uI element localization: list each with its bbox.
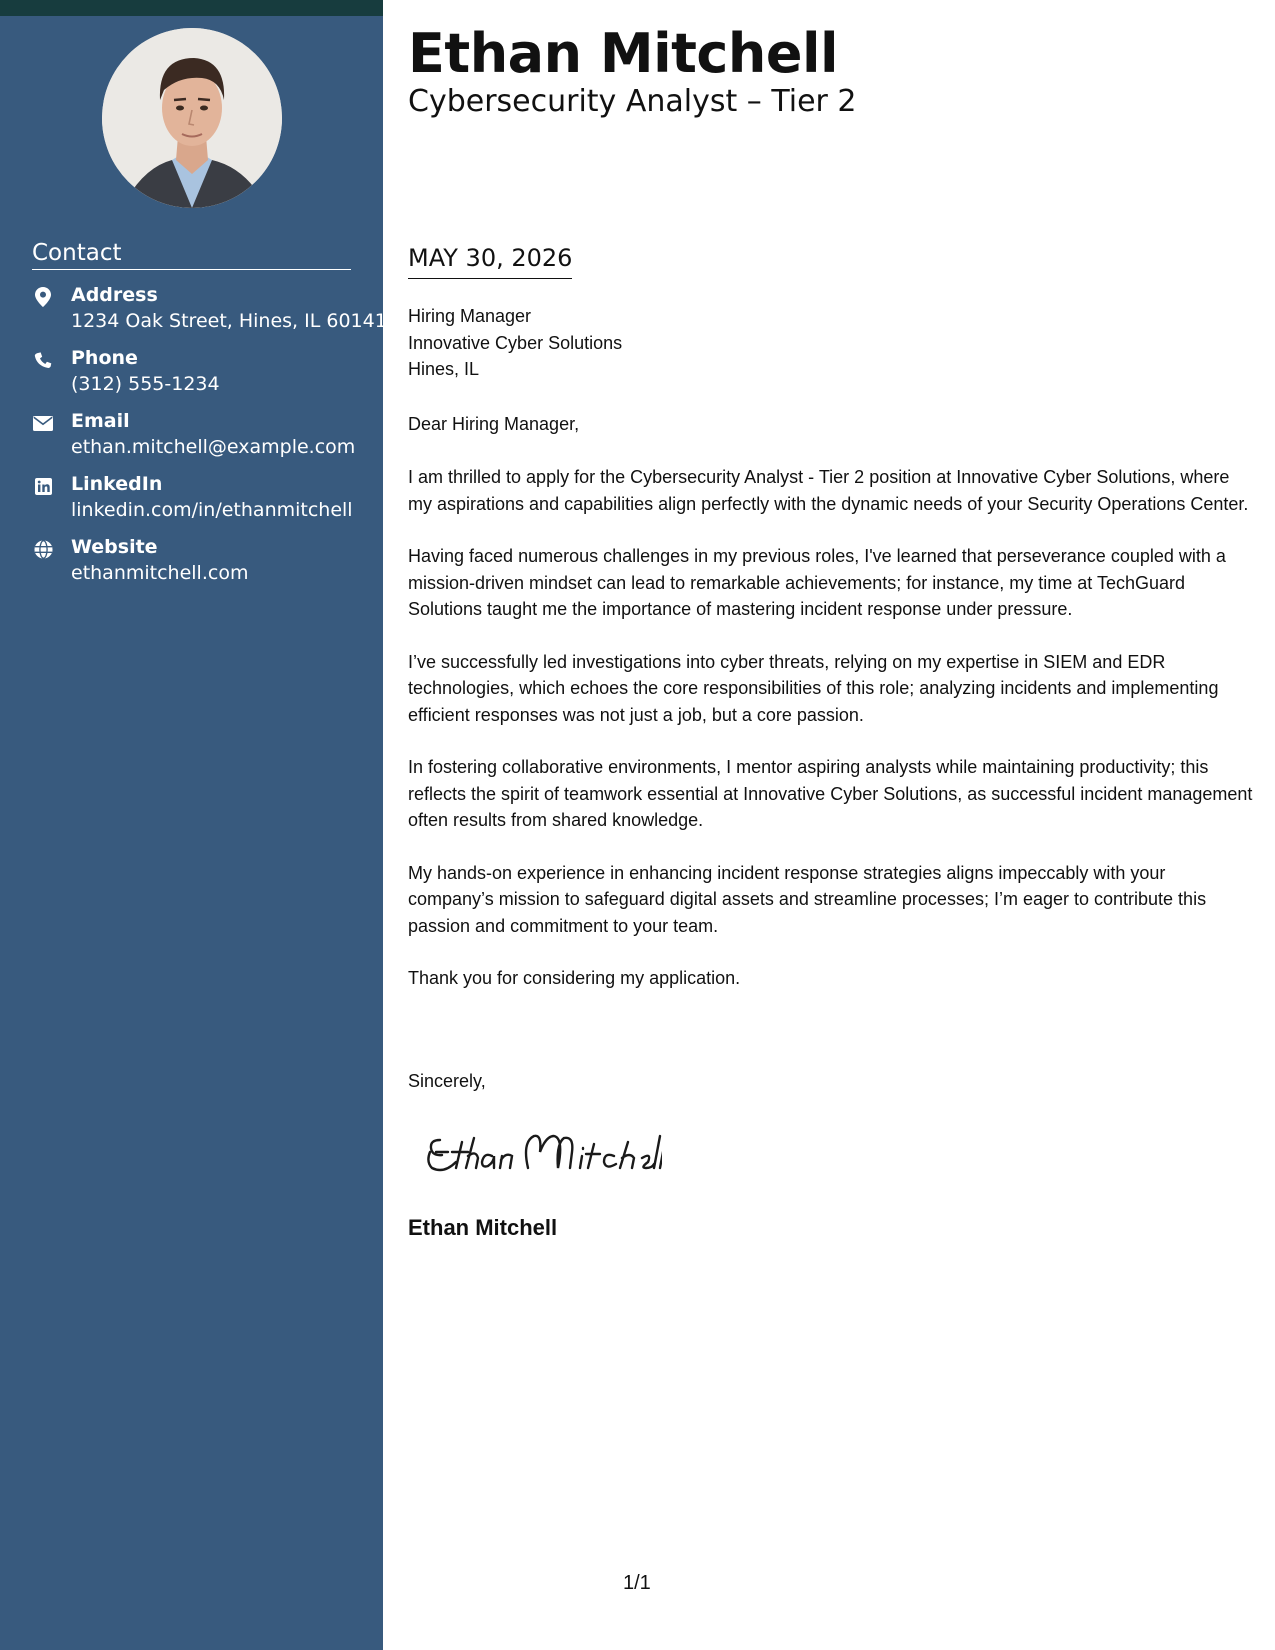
recipient-line: Hiring Manager	[408, 306, 532, 326]
phone-icon	[32, 349, 54, 371]
contact-heading: Contact	[32, 240, 351, 270]
recipient-block	[408, 303, 622, 383]
address-label: Address	[71, 284, 158, 306]
letter-date: MAY 30, 2026	[408, 244, 572, 279]
linkedin-value: linkedin.com/in/ethanmitchell	[71, 499, 353, 521]
applicant-name: Ethan Mitchell	[408, 22, 838, 85]
paragraph: I’ve successfully led investigations into cyber threats, relying on my expertise in SIEM and EDR technologies, which echoes the core responsibilities of this role; analyzing incidents and implementing efficient responses was not just a job, but a core passion.	[408, 651, 1219, 725]
sidebar-top-bar	[0, 0, 383, 16]
paragraph: My hands-on experience in enhancing incident response strategies aligns impeccably with your company’s mission to safeguard digital assets and streamline processes; I’m eager to contribute this passion and commitment to your team.	[408, 862, 1207, 936]
linkedin-icon	[32, 475, 54, 497]
website-label: Website	[71, 536, 158, 558]
contact-item-address	[32, 284, 387, 347]
location-pin-icon	[32, 286, 54, 308]
paragraph: Thank you for considering my application.	[408, 968, 741, 988]
recipient-line: Hines, IL	[408, 359, 480, 379]
sidebar	[0, 0, 387, 1650]
phone-label: Phone	[71, 347, 138, 369]
contact-item-email	[32, 410, 377, 473]
paragraph: Having faced numerous challenges in my previous roles, I've learned that perseverance coupled with a mission-driven mindset can lead to remarkable achievements; for instance, my time at TechGuard Solutions taught me the importance of mastering incident response under pressure.	[408, 546, 1226, 619]
avatar	[102, 28, 282, 208]
contact-list	[32, 284, 387, 599]
paragraph: I am thrilled to apply for the Cybersecurity Analyst - Tier 2 position at Innovative Cyber Solutions, where my aspirations and capabilities align perfectly with the dynamic needs of your Security Operations Center.	[408, 467, 1249, 514]
handwritten-signature	[422, 1122, 662, 1187]
contact-item-linkedin	[32, 473, 377, 536]
contact-item-phone	[32, 347, 377, 410]
envelope-icon	[32, 412, 54, 434]
profile-photo	[102, 28, 282, 208]
linkedin-label: LinkedIn	[71, 473, 163, 495]
letter-paragraphs	[408, 464, 1253, 1018]
recipient-line: Innovative Cyber Solutions	[408, 332, 623, 353]
signer-name: Ethan Mitchell	[408, 1215, 558, 1240]
contact-item-website	[32, 536, 377, 599]
applicant-title: Cybersecurity Analyst – Tier 2	[408, 84, 857, 119]
page-number: 1/1	[623, 1572, 651, 1594]
website-value: ethanmitchell.com	[71, 562, 249, 584]
address-value: 1234 Oak Street, Hines, IL 60141	[71, 310, 387, 332]
phone-value: (312) 555-1234	[71, 373, 220, 395]
globe-icon	[32, 538, 54, 560]
email-value: ethan.mitchell@example.com	[71, 436, 356, 458]
paragraph: In fostering collaborative environments, I mentor aspiring analysts while maintaining productivity; this reflects the spirit of teamwork essential at Innovative Cyber Solutions, as successful incident management often results from shared knowledge.	[408, 757, 1253, 830]
salutation: Dear Hiring Manager,	[408, 414, 580, 434]
email-label: Email	[71, 410, 130, 432]
closing: Sincerely,	[408, 1071, 486, 1091]
